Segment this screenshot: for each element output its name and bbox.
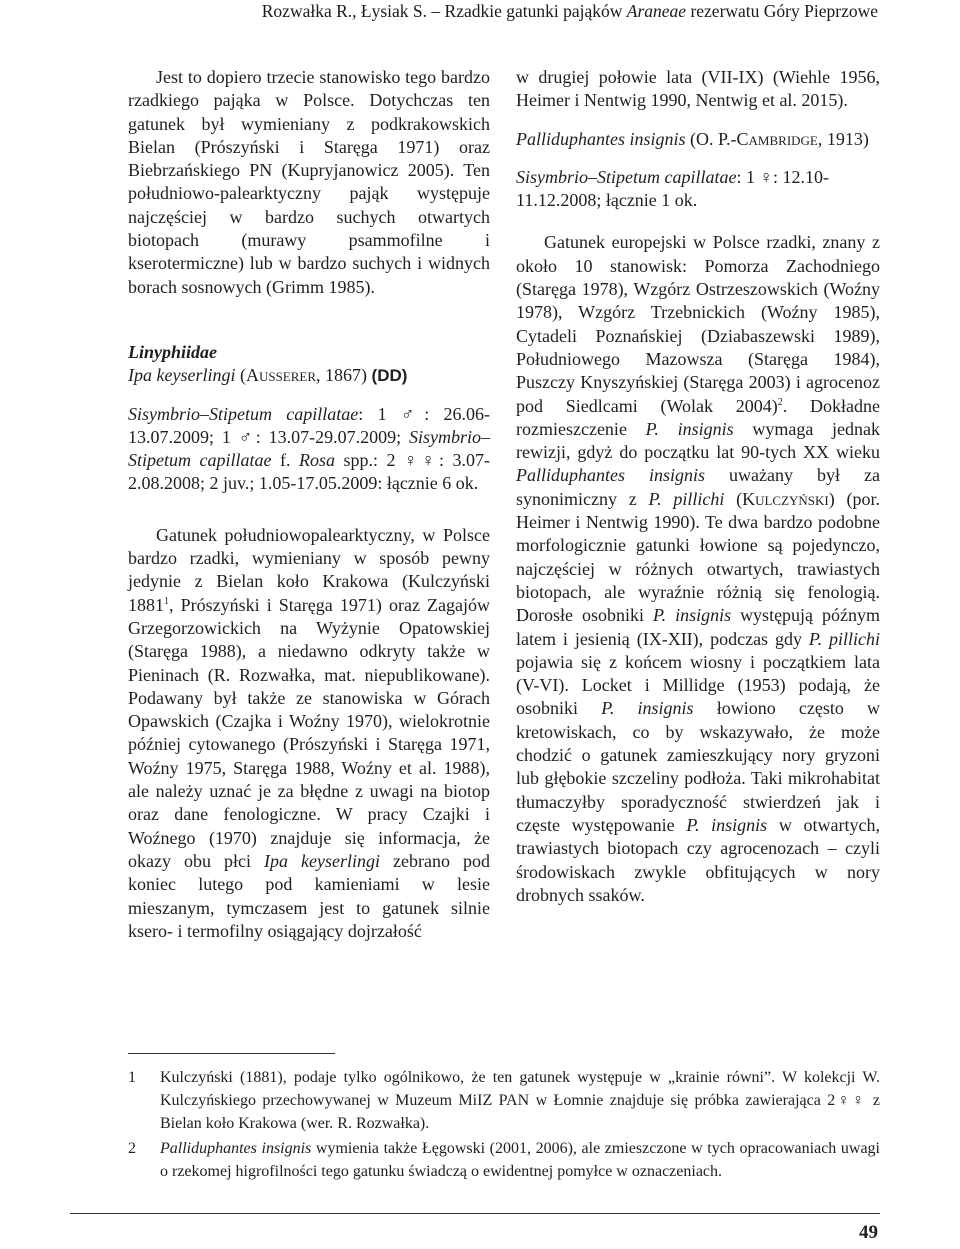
species-name: Ipa keyserlingi [128, 365, 236, 386]
paragraph-text: ( [736, 488, 743, 509]
footnote-text: Kulczyński (1881), podaje tylko ogólnikowo, że ten gatunek występuje w „krainie równi”. W kolekcji W. Kulczyńskiego przechowywanej w Muzeum MiIZ PAN w Łomnie znajduje się próbka zawierająca 2♀♀ z Bielan koło Krakowa (wer. R. Rozwałka). [160, 1069, 880, 1133]
footnote-ref: 2 [777, 396, 783, 408]
family-heading: Linyphiidae [128, 341, 217, 362]
species-author: , 1913) [817, 128, 869, 149]
species-mention: P. insignis [601, 698, 694, 719]
footnote-number: 2 [128, 1139, 136, 1157]
habitat-name: Sisymbrio–Stipetum capillatae [128, 426, 491, 471]
species-mention: P. pillichi [648, 488, 725, 509]
paragraph-text: pojawia się z końcem wiosny i początkiem lata (V-VI). Locket i Millidge (1953) podają, że osobniki [516, 651, 880, 719]
species-mention: P. insignis [645, 418, 734, 439]
header-title-rest: rezerwatu Góry Pieprzowe [690, 1, 878, 21]
species-mention: P. insignis [652, 605, 732, 626]
running-header [0, 0, 960, 36]
footnote-text: wymienia także Łęgowski (2001, 2006), ale zmieszczone w tych opracowaniach uwagi o rzekomej higrofilności tego gatunku świadczą o ewidentnej pomyłce w oznaczeniach. [160, 1139, 880, 1180]
paragraph-continuation: w drugiej połowie lata (VII-IX) (Wiehle 1956, Heimer i Nentwig 1990, Nentwig et al. 2015). [516, 67, 880, 111]
record-text: : 1 ♂: 26.06-13.07.2009; 1 ♂: 13.07-29.07.2009; [128, 403, 490, 447]
habitat-name: Sisymbrio–Stipetum capillatae [128, 403, 359, 424]
record-text: f. [279, 450, 291, 471]
species-mention: P. pillichi [808, 628, 880, 649]
paragraph-intro: Jest to dopiero trzecie stanowisko tego bardzo rzadkiego pająka w Polsce. Dotychczas ten gatunek był wymieniany z podkrakowskich Bielan (Prószyński i Staręga 1971) oraz Biebrzańskiego PN (Kupryjanowicz 2005). Ten południowo-palearktyczny pająk występuje najczęściej w bardzo suchych otwartych biotopach (murawy psammofilne i kserotermiczne) lub w bardzo suchych i widnych borach sosnowych (Grimm 1985). [128, 67, 490, 297]
species-name: Palliduphantes insignis [516, 128, 686, 149]
record-text: spp.: 2 ♀♀: 3.07-2.08.2008; 2 juv.; 1.05-17.05.2009: łącznie 6 ok. [128, 450, 490, 494]
record-text: : 1 ♀: 12.10-11.12.2008; łącznie 1 ok. [516, 166, 829, 211]
footnote-divider [128, 1053, 335, 1054]
running-header-text: Rozwałka R., Łysiak S. – Rzadkie gatunki pająków Araneae rezerwatu Góry Pieprzowe [261, 1, 878, 21]
footnote-ref: 1 [164, 595, 169, 607]
footnote-1 [128, 1066, 880, 1136]
paragraph-discussion [128, 524, 490, 943]
footnote-species: Palliduphantes insignis [160, 1139, 312, 1157]
header-authors: Rozwałka R., Łysiak S. [261, 1, 428, 21]
habitat-name: Sisymbrio–Stipetum capillatae [516, 166, 737, 187]
paragraph-text: Gatunek europejski w Polsce rzadki, znany z około 10 stanowisk: Pomorza Zachodniego (Staręga 1978), Wzgórz Ostrzeszowskich (Woźny 1978), Wzgórz Trzebnickich (Woźny 1985), Cytadeli Poznańskiej (Dziabaszewski 1989), Południowego Mazowsza (Staręga 1984), Puszczy Knyszyńskiej (Staręga 2003) i agrocenoz pod Siedlcami (Wolak 2004) [516, 232, 880, 416]
paragraph-text: występują późnym latem i jesienią (IX-XII), podczas gdy [516, 605, 881, 649]
species-author-smallcaps: Cambridge [736, 128, 818, 149]
specimen-record [516, 166, 880, 213]
paragraph-text: uważany był za synonimiczny z [516, 465, 880, 509]
paragraph-text: ) (por. Heimer i Nentwig 1990). Te dwa bardzo podobne morfologicznie gatunki łowione są pojedynczo, najczęściej w różnych otwartych, trawiastych biotopach, ale wyraźnie różnią się fenologią. Dorosłe osobniki [516, 488, 880, 626]
paragraph-text: zebrano pod koniec lutego pod kamieniami w lesie mieszanym, tymczasem jest to gatunek silnie ksero- i termofilny osiągający dojrzałość [128, 850, 490, 941]
page-number: 49 [859, 1222, 878, 1243]
paragraph-discussion [516, 231, 880, 907]
footnotes [128, 1066, 880, 1183]
page-bottom-divider [70, 1213, 880, 1214]
paragraph-text: wymaga jednak rewizji, gdyż do początku lat 90-tych XX wieku [516, 418, 881, 463]
species-status: (DD) [371, 366, 408, 386]
species-mention: P. insignis [686, 814, 768, 835]
left-column [128, 66, 490, 943]
footnote-2 [128, 1137, 880, 1183]
specimen-record [128, 403, 490, 496]
footnote-number: 1 [128, 1069, 136, 1086]
species-author: (Ausserer, 1867) [239, 365, 368, 386]
species-mention: Palliduphantes insignis [516, 465, 706, 486]
species-heading [516, 128, 880, 151]
header-title-genus: Araneae [626, 1, 687, 21]
right-column [516, 66, 880, 907]
plant-genus: Rosa [298, 450, 335, 471]
species-author: (O. P.- [690, 128, 737, 149]
paragraph-text: w otwartych, trawiastych biotopach czy agrocenozach – czyli środowiskach zwykle obfitujących w nory drobnych ssaków. [516, 814, 881, 905]
paragraph-text: łowiono często w kretowiskach, co by wskazywało, że może chodzić o gatunek zamieszkujący nory gryzoni lub głębokie szczeliny podłoża. Taki mikrohabitat tłumaczyłby sporadyczność stwierdzeń jak i częste występowanie [516, 698, 881, 835]
species-mention: Ipa keyserlingi [264, 850, 380, 871]
paragraph-text: , Prószyński i Staręga 1971) oraz Zagajów Grzegorzowickich na Wyżynie Opatowskiej (Staręga 1988), a niedawno odkryty także w Pieninach (R. Rozwałka, mat. niepublikowane). Podawany był także ze stanowiska w Górach Opawskich (Czajka i Woźny 1970), wielokrotnie później cytowanego (Prószyński i Staręga 1971, Woźny 1975, Staręga 1988, Woźny et al. 1988), ale należy uznać je za błędne z uwagi na biotop oraz dane fenologiczne. W pracy Czajki i Woźnego (1970) znajduje się informacja, że okazy obu płci [128, 594, 490, 871]
paragraph-text: . Dokładne rozmieszczenie [516, 395, 880, 439]
header-title: Rzadkie gatunki pająków [444, 1, 623, 21]
paragraph-text: Gatunek południowopalearktyczny, w Polsce bardzo rzadki, wymieniany w sposób pewny jedynie z Bielan koło Krakowa (Kulczyński 1881 [128, 524, 490, 615]
species-heading [128, 364, 490, 387]
author-smallcaps: Kulczyński [742, 488, 829, 509]
